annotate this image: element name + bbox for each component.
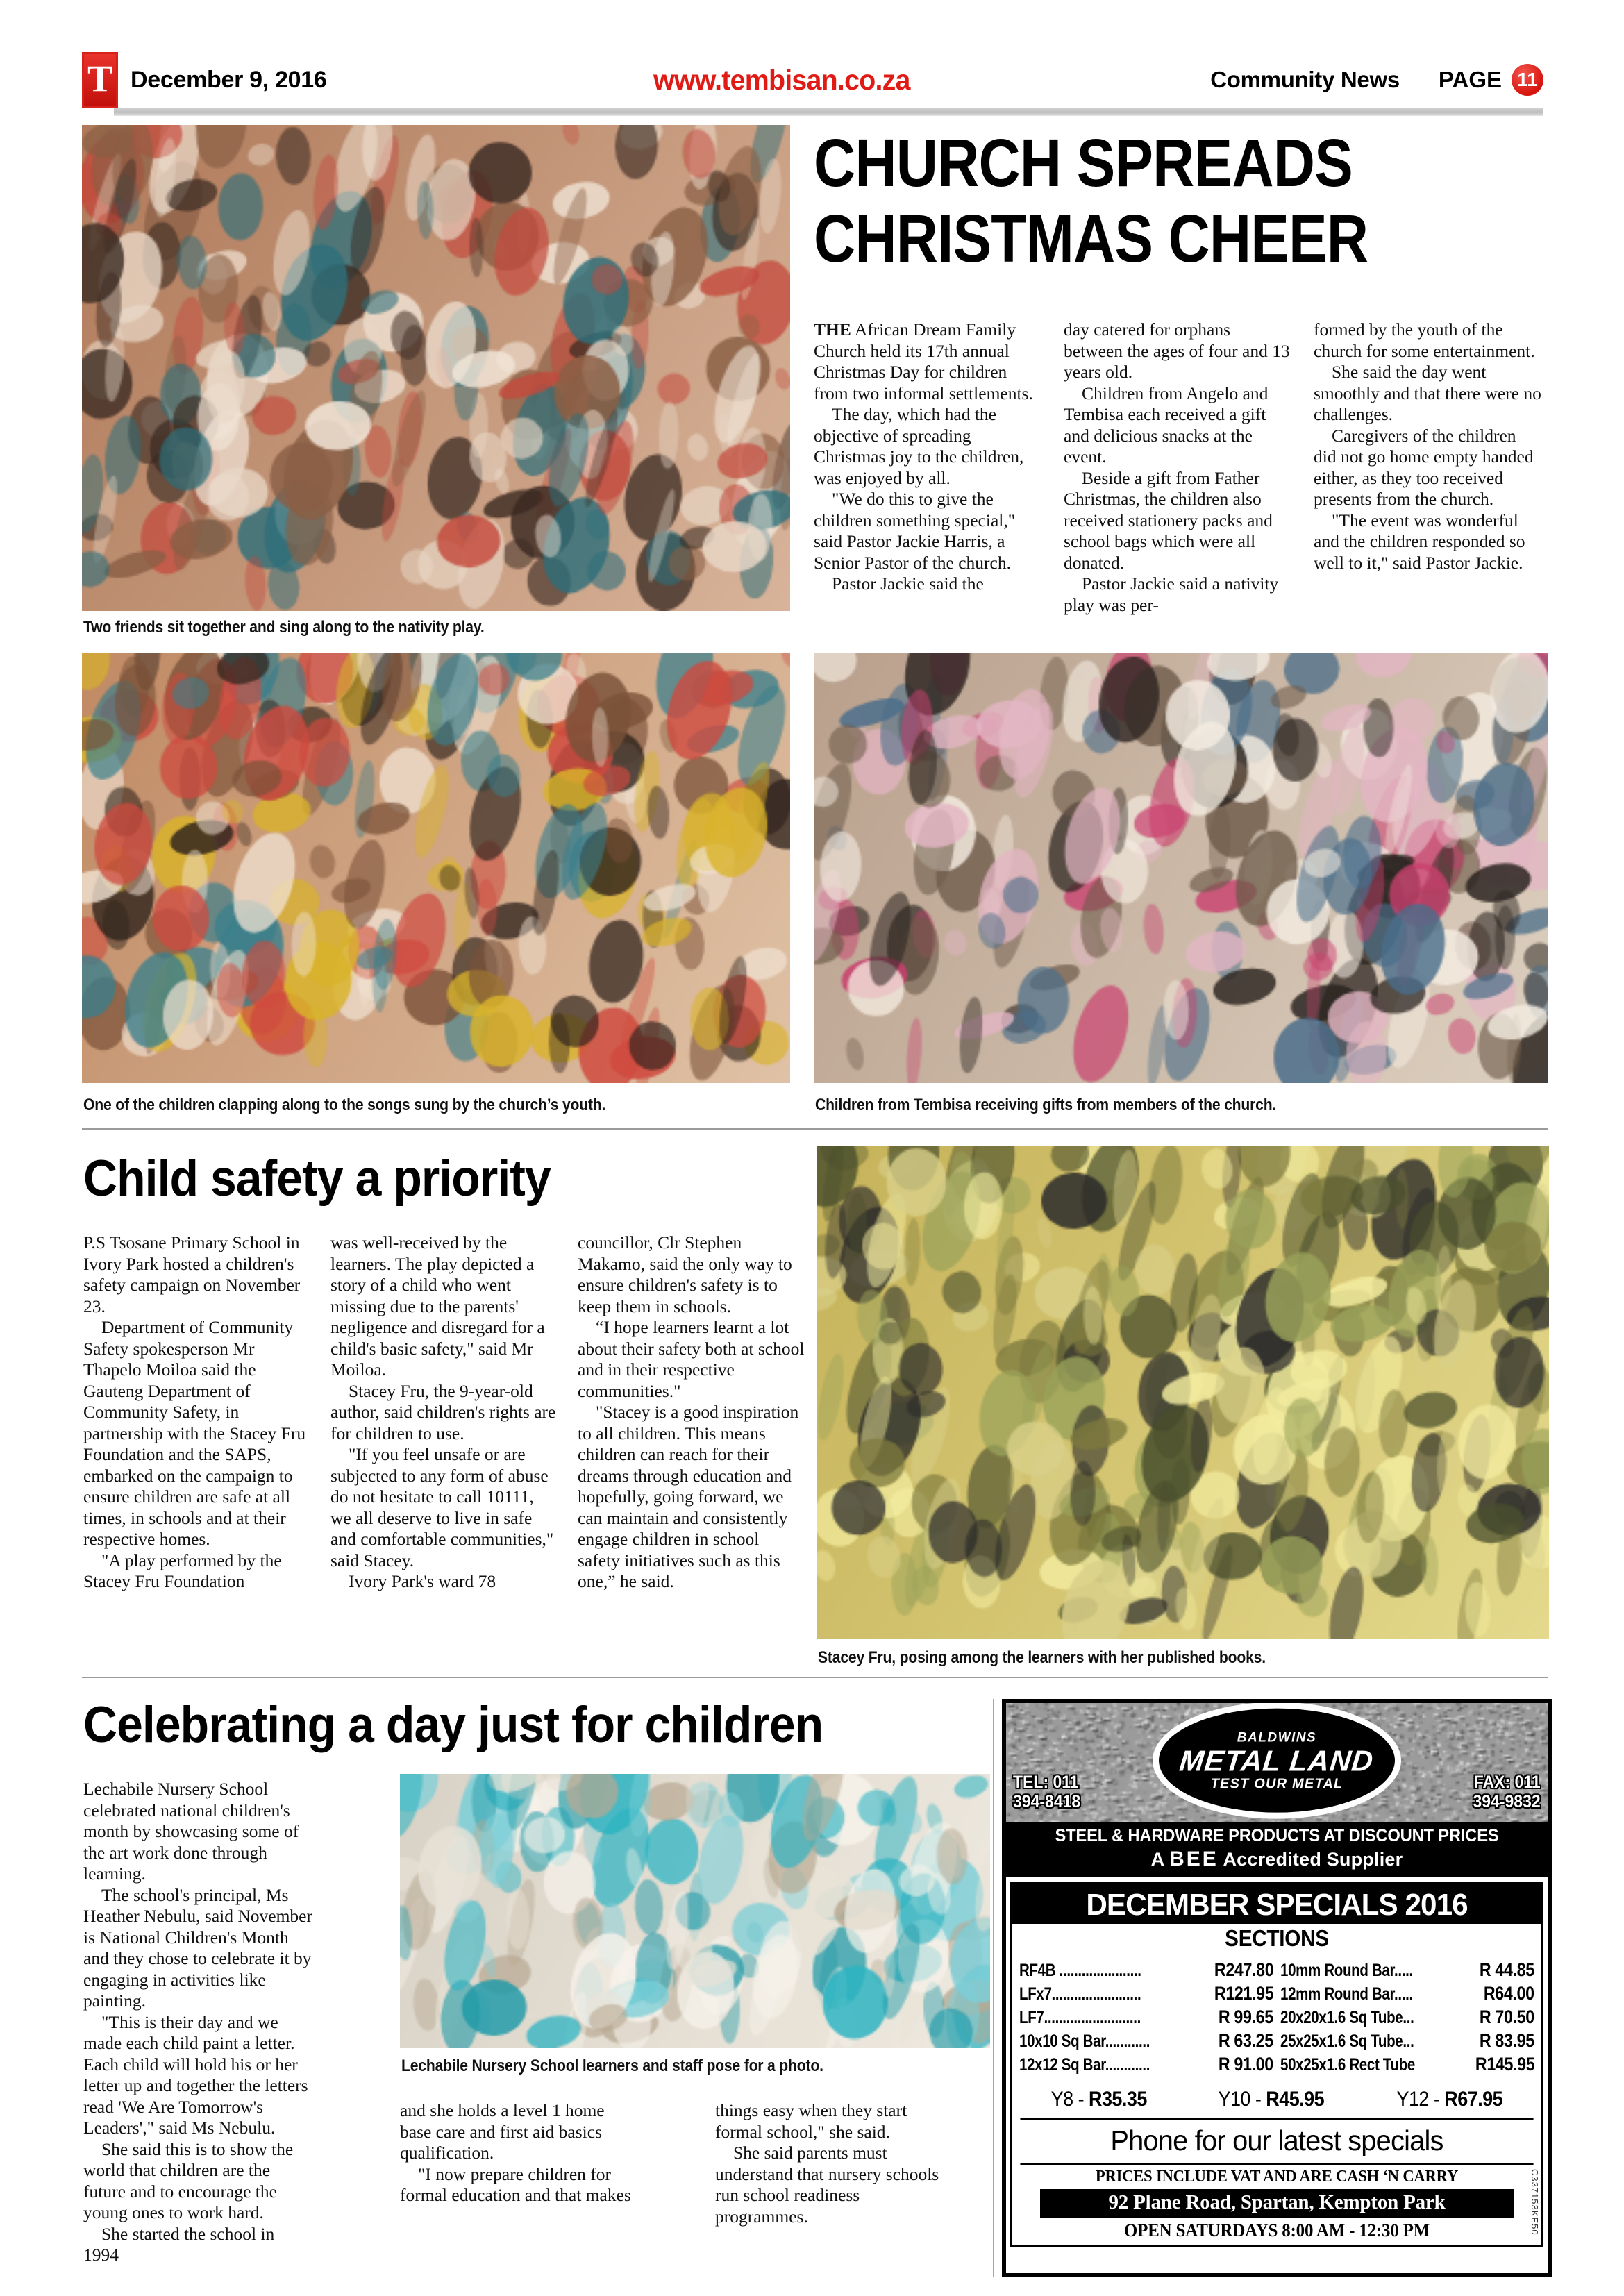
- lead-photo-clapping: [82, 653, 790, 1083]
- y-price-value: R35.35: [1088, 2088, 1147, 2111]
- ad-open-hours: OPEN SATURDAYS 8:00 AM - 12:30 PM: [1123, 2220, 1430, 2240]
- price-row: [1280, 1982, 1534, 2006]
- ad-fax-label: FAX: 011: [1474, 1773, 1541, 1792]
- price-name: RF4B ......................: [1019, 1961, 1141, 1980]
- website-url[interactable]: www.tembisan.co.za: [653, 64, 910, 96]
- price-value: R 44.85: [1480, 1959, 1534, 1980]
- price-row: [1280, 2006, 1534, 2029]
- children-day-col-2: [400, 2100, 635, 2206]
- price-value: R145.95: [1475, 2054, 1534, 2075]
- caption-photo3: Children from Tembisa receiving gifts from members of the church.: [815, 1096, 1277, 1114]
- ad-y-prices: [1012, 2081, 1541, 2118]
- ad-band-line2: A BEE Accredited Supplier: [1150, 1847, 1403, 1870]
- lead-para: "We do this to give the children something special," said Pastor Jackie Harris, a Senior Pastor of the church.: [814, 489, 1016, 573]
- ad-tel-number: 394-8418: [1013, 1792, 1081, 1811]
- ad-brand-tagline: TEST OUR METAL: [1210, 1776, 1343, 1792]
- lead-para: THE African Dream Family Church held its 17th annual Christmas Day for children from two informal settlements.: [814, 319, 1033, 403]
- ad-logo: [1153, 1703, 1401, 1819]
- safety-photo-stacey: [817, 1146, 1549, 1639]
- y-price-item: [1396, 2088, 1502, 2111]
- section-divider-2: [82, 1677, 1548, 1678]
- y-price-item: [1050, 2088, 1146, 2111]
- safety-headline: Child safety a priority: [83, 1150, 551, 1207]
- safety-para: councillor, Clr Stephen Makamo, said the only way to ensure children's safety is to keep them in schools.: [578, 1232, 792, 1316]
- metal-land-advertisement[interactable]: [1002, 1699, 1552, 2277]
- price-value: R 63.25: [1219, 2030, 1273, 2051]
- price-name: 12x12 Sq Bar............: [1019, 2055, 1150, 2075]
- lead-para: Pastor Jackie said a nativity play was per-: [1064, 573, 1279, 615]
- caption-photo2: One of the children clapping along to the songs sung by the church’s youth.: [83, 1096, 606, 1114]
- children-day-para: and she holds a level 1 home base care and first aid basics qualification.: [400, 2100, 605, 2163]
- ad-phone-line: Phone for our latest specials: [1020, 2118, 1533, 2165]
- y-price-label: Y12 -: [1396, 2088, 1445, 2111]
- ad-vat-line: PRICES INCLUDE VAT AND ARE CASH ‘N CARRY: [1095, 2168, 1459, 2186]
- safety-para: Stacey Fru, the 9-year-old author, said children's rights are for children to use.: [330, 1380, 556, 1443]
- price-name: 20x20x1.6 Sq Tube...: [1280, 2008, 1414, 2027]
- issue-date: December 9, 2016: [131, 66, 327, 93]
- price-row: [1280, 2029, 1534, 2053]
- ad-telephone: [1013, 1773, 1080, 1811]
- lead-para: "The event was wonderful and the children responded so well to it," said Pastor Jackie.: [1314, 510, 1525, 573]
- ad-sections-title: SECTIONS: [1225, 1925, 1329, 1951]
- children-day-para: "This is their day and we made each child paint a letter. Each child will hold his or her letter up and together the letters read 'We Are Tomorrow's Leaders'," said Ms Nebulu.: [83, 2011, 308, 2138]
- masthead-right: [1210, 64, 1543, 96]
- lead-col-2: [1064, 319, 1293, 616]
- ad-banner: [1006, 1703, 1548, 1822]
- y-price-label: Y10 -: [1218, 2088, 1266, 2111]
- safety-para: “I hope learners learnt a lot about their safety both at school and in their respective communities.": [578, 1317, 805, 1401]
- y-price-label: Y8 -: [1050, 2088, 1089, 2111]
- page-number-badge: 11: [1512, 64, 1543, 96]
- price-value: R121.95: [1214, 1983, 1273, 2004]
- lead-headline-line2: CHRISTMAS CHEER: [814, 201, 1368, 276]
- lead-photo-gifts: [814, 653, 1548, 1083]
- price-value: R247.80: [1214, 1959, 1273, 1980]
- price-row: [1019, 2006, 1273, 2029]
- children-day-para: She started the school in 1994: [83, 2223, 275, 2265]
- price-value: R 99.65: [1219, 2006, 1273, 2027]
- y-price-value: R67.95: [1444, 2088, 1502, 2111]
- caption-lechabile: Lechabile Nursery School learners and staff pose for a photo.: [401, 2056, 823, 2075]
- lead-para: Children from Angelo and Tembisa each received a gift and delicious snacks at the event.: [1064, 383, 1269, 467]
- ad-reference-code: C337153KE50: [1530, 2169, 1540, 2236]
- price-name: 12mm Round Bar.....: [1280, 1984, 1413, 2004]
- ad-fax-number: 394-9832: [1473, 1792, 1541, 1811]
- children-day-para: She said parents must understand that nursery schools run school readiness programmes.: [715, 2143, 939, 2227]
- lead-col-3: [1314, 319, 1543, 616]
- children-day-para: Lechabile Nursery School celebrated national children's month by showcasing some of the art work done through learning.: [83, 1779, 299, 1884]
- price-value: R64.00: [1484, 1983, 1534, 2004]
- lead-photo-nativity: [82, 125, 790, 611]
- safety-story-columns: [83, 1232, 805, 1593]
- safety-para: Department of Community Safety spokesperson Mr Thapelo Moiloa said the Gauteng Department of Community Safety, in partnership with the Stacey Fru Foundation and the SAPS, embarked on the campaign to ensure children are safe at all times, in schools and at their respective homes.: [83, 1317, 306, 1549]
- children-day-para: She said this is to show the world that children are the future and to encourage the young ones to work hard.: [83, 2138, 294, 2222]
- children-day-col-3: [715, 2100, 950, 2227]
- safety-col-3: [578, 1232, 805, 1593]
- ad-price-table: [1012, 1959, 1541, 2081]
- safety-para: P.S Tsosane Primary School in Ivory Park hosted a children's safety campaign on November 23.: [83, 1232, 301, 1316]
- ad-brand-top: BALDWINS: [1237, 1730, 1317, 1745]
- lead-para: Beside a gift from Father Christmas, the children also received stationery packs and school bags which were all donated.: [1064, 467, 1273, 573]
- price-row: [1019, 1959, 1273, 1982]
- section-name: Community News: [1210, 67, 1400, 92]
- ad-price-col-right: [1280, 1959, 1534, 2077]
- masthead: [82, 54, 1543, 106]
- price-row: [1280, 2053, 1534, 2077]
- price-row: [1280, 1959, 1534, 1982]
- children-day-headline: Celebrating a day just for children: [83, 1697, 823, 1753]
- caption-photo1: Two friends sit together and sing along to the nativity play.: [83, 618, 485, 637]
- page-indicator: [1439, 64, 1543, 96]
- price-value: R 83.95: [1480, 2030, 1534, 2051]
- caption-stacey: Stacey Fru, posing among the learners with her published books.: [818, 1648, 1266, 1667]
- safety-para: "Stacey is a good inspiration to all children. This means children can reach for their dreams through education and hopefully, going forward, we can maintain and consistently engage children in school safety initiatives such as this one,” he said.: [578, 1402, 799, 1591]
- y-price-value: R45.95: [1266, 2088, 1325, 2111]
- price-name: 10x10 Sq Bar............: [1019, 2031, 1150, 2051]
- safety-col-2: [330, 1232, 558, 1593]
- safety-col-1: [83, 1232, 311, 1593]
- lead-para: The day, which had the objective of spreading Christmas joy to the children, was enjoyed by all.: [814, 404, 1024, 488]
- ad-tel-label: TEL: 011: [1013, 1773, 1079, 1792]
- price-value: R 70.50: [1480, 2006, 1534, 2027]
- price-name: LF7..........................: [1019, 2008, 1141, 2027]
- ad-specials-title: DECEMBER SPECIALS 2016: [1086, 1888, 1468, 1922]
- price-name: 50x25x1.6 Rect Tube: [1280, 2055, 1415, 2075]
- ad-price-col-left: [1019, 1959, 1273, 2077]
- tembisan-logo-icon: [82, 52, 118, 108]
- lead-headline-line1: CHURCH SPREADS: [814, 125, 1353, 201]
- safety-para: "If you feel unsafe or are subjected to any form of abuse do not hesitate to call 10111, we all deserve to live in safe and comfortable communities," said Stacey.: [330, 1444, 554, 1570]
- safety-para: was well-received by the learners. The play depicted a story of a child who went missing due to the parents' negligence and disregard for a child's basic safety," said Mr Moiloa.: [330, 1232, 545, 1380]
- price-name: LFx7........................: [1019, 1984, 1141, 2004]
- safety-para: "A play performed by the Stacey Fru Foundation: [83, 1550, 282, 1591]
- price-value: R 91.00: [1219, 2054, 1273, 2075]
- ad-bee-label: BEE: [1169, 1847, 1219, 1870]
- children-day-col-1: [83, 1779, 312, 2266]
- lead-col-1: [814, 319, 1043, 616]
- lead-para: formed by the youth of the church for some entertainment.: [1314, 319, 1535, 361]
- logo-letter: T: [87, 58, 113, 99]
- ad-tagline-band: [1006, 1822, 1548, 1877]
- lead-para: She said the day went smoothly and that there were no challenges.: [1314, 362, 1541, 424]
- ad-separator-rule: [993, 1699, 994, 2277]
- ad-footer: [1012, 2165, 1541, 2245]
- price-name: 25x25x1.6 Sq Tube...: [1280, 2031, 1414, 2051]
- ad-brand-main: METAL LAND: [1178, 1744, 1376, 1777]
- y-price-item: [1219, 2088, 1325, 2111]
- lead-headline: [814, 125, 1550, 276]
- price-row: [1019, 1982, 1273, 2006]
- lead-para: Pastor Jackie said the: [832, 573, 984, 594]
- safety-para: Ivory Park's ward 78: [349, 1571, 496, 1591]
- children-day-para: things easy when they start formal school," she said.: [715, 2100, 907, 2142]
- ad-band-line1: STEEL & HARDWARE PRODUCTS AT DISCOUNT PRICES: [1055, 1826, 1499, 1845]
- ad-specials-panel: [1010, 1882, 1543, 2247]
- lead-para: Caregivers of the children did not go home empty handed either, as they too received presents from the church.: [1314, 425, 1534, 509]
- price-row: [1019, 2029, 1273, 2053]
- price-name: 10mm Round Bar.....: [1280, 1961, 1413, 1980]
- lead-para: day catered for orphans between the ages of four and 13 years old.: [1064, 319, 1290, 382]
- ad-address: 92 Plane Road, Spartan, Kempton Park: [1040, 2189, 1514, 2218]
- section-divider-1: [82, 1128, 1548, 1130]
- children-day-photo: [400, 1774, 990, 2048]
- price-row: [1019, 2053, 1273, 2077]
- children-day-para: "I now prepare children for formal education and that makes: [400, 2163, 631, 2205]
- ad-fax: [1473, 1773, 1541, 1811]
- masthead-rule: [114, 108, 1543, 116]
- lead-story-columns: [814, 319, 1546, 616]
- children-day-para: The school's principal, Ms Heather Nebulu, said November is National Children's Month and they chose to celebrate it by engaging in activities like painting.: [83, 1884, 312, 2011]
- page-label: PAGE: [1438, 67, 1502, 92]
